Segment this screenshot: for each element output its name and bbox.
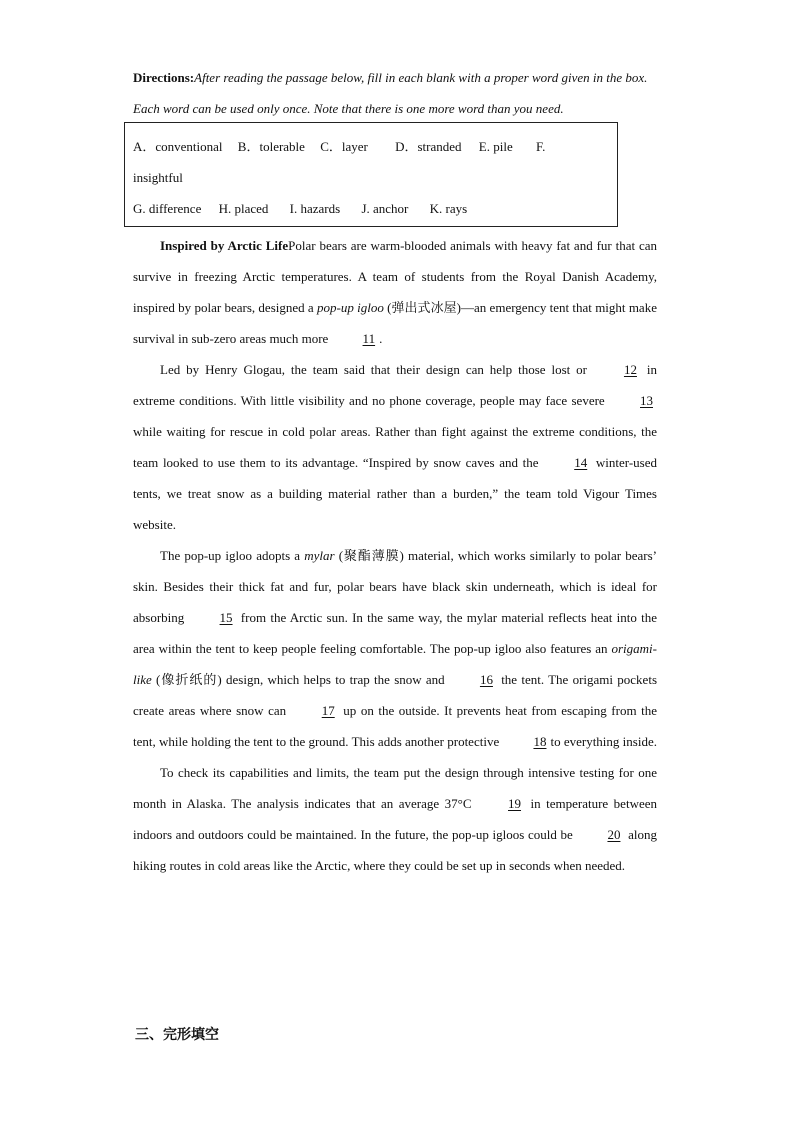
blank-15[interactable]: 15 bbox=[219, 610, 233, 625]
p3-text-a: The pop-up igloo adopts a bbox=[160, 548, 305, 563]
blank-13[interactable]: 13 bbox=[640, 393, 653, 408]
p2-text-c: while waiting for rescue in cold polar areas. Rather than fight against the extreme conditions, the team looked to use them to its advantage. “Inspired by snow caves and the bbox=[133, 424, 657, 470]
p4-text-c: along hiking routes in cold areas like the Arctic, where they could be set up in seconds when needed. bbox=[133, 827, 658, 873]
blank-20[interactable]: 20 bbox=[607, 827, 621, 842]
blank-11[interactable]: 11 bbox=[362, 331, 376, 346]
p1-text-a: Polar bears are warm-blooded animals with heavy fat and fur that can survive in freezing Arctic temperatures. A team of students from the Royal Danish Academy, inspired by polar bears, designed a bbox=[133, 238, 657, 315]
directions-text: After reading the passage below, fill in each blank with a proper word given in the box. Each word can be used only once. Note that there is one more word than you need. bbox=[133, 70, 648, 116]
passage bbox=[133, 230, 657, 881]
p4-text-a: To check its capabilities and limits, the team put the design through intensive testing for one month in Alaska. The analysis indicates that an average 37°C bbox=[133, 765, 657, 811]
p3-text-g: to everything inside. bbox=[550, 734, 657, 749]
blank-16[interactable]: 16 bbox=[479, 672, 493, 687]
paragraph-2 bbox=[133, 354, 657, 540]
word-option-i: I. hazards bbox=[289, 201, 341, 216]
directions-label: Directions: bbox=[133, 70, 195, 85]
word-box bbox=[124, 122, 618, 227]
word-option-h: H. placed bbox=[218, 201, 269, 216]
word-option-b: B．tolerable bbox=[237, 139, 305, 154]
blank-12[interactable]: 12 bbox=[623, 362, 637, 377]
word-option-f-letter: F. bbox=[535, 139, 546, 154]
word-option-c: C．layer bbox=[320, 139, 368, 154]
p2-text-a: Led by Henry Glogau, the team said that their design can help those lost or bbox=[160, 362, 593, 377]
p3-em-mylar: mylar bbox=[304, 548, 335, 563]
word-option-g: G. difference bbox=[133, 201, 202, 216]
blank-18[interactable]: 18 bbox=[533, 734, 547, 749]
passage-title: Inspired by Arctic Life bbox=[160, 238, 289, 253]
word-option-k: K. rays bbox=[429, 201, 468, 216]
word-option-f: insightful bbox=[133, 170, 183, 185]
paragraph-4 bbox=[133, 757, 657, 881]
blank-17[interactable]: 17 bbox=[321, 703, 335, 718]
paragraph-3 bbox=[133, 540, 657, 757]
p3-text-d: (像折纸的) design, which helps to trap the snow and bbox=[151, 672, 449, 687]
p1-em: pop-up igloo bbox=[316, 300, 384, 315]
word-box-row-1 bbox=[133, 131, 617, 162]
section-heading: 三、完形填空 bbox=[135, 1027, 219, 1043]
word-option-j: J. anchor bbox=[361, 201, 409, 216]
p3-text-f: up on the outside. It prevents heat from escaping from the tent, while holding the tent to the ground. This adds another protective bbox=[133, 703, 657, 749]
p1-text-c: . bbox=[379, 331, 383, 346]
p3-em-origami: origami-like bbox=[133, 641, 657, 687]
paragraph-1 bbox=[133, 230, 657, 354]
p4-text-b: in temperature between indoors and outdoors could be maintained. In the future, the pop-up igloos could be bbox=[133, 796, 657, 842]
blank-19[interactable]: 19 bbox=[508, 796, 522, 811]
worksheet-page bbox=[133, 62, 658, 873]
p3-text-e: the tent. The origami pockets create areas where snow can bbox=[133, 672, 657, 718]
directions bbox=[133, 62, 657, 124]
blank-14[interactable]: 14 bbox=[574, 455, 588, 470]
word-box-row-2 bbox=[133, 162, 617, 193]
word-option-d: D．stranded bbox=[395, 139, 462, 154]
word-option-e: E. pile bbox=[478, 139, 513, 154]
word-box-row-3 bbox=[133, 193, 617, 224]
p2-text-d: winter-used tents, we treat snow as a building material rather than a burden,” the team told Vigour Times website. bbox=[133, 455, 658, 532]
p1-text-b: (弹出式冰屋)—an emergency tent that might make survival in sub-zero areas much more bbox=[133, 300, 657, 346]
p2-text-b: in extreme conditions. With little visibility and no phone coverage, people may face severe bbox=[133, 362, 657, 408]
p3-text-c: from the Arctic sun. In the same way, the mylar material reflects heat into the area within the tent to keep people feeling comfortable. The pop-up igloo also features an bbox=[133, 610, 657, 656]
p3-text-b: (聚酯薄膜) material, which works similarly to polar bears’ skin. Besides their thick fat and fur, polar bears have black skin underneath, which is ideal for absorbing bbox=[133, 548, 657, 625]
word-option-a: A．conventional bbox=[133, 139, 223, 154]
